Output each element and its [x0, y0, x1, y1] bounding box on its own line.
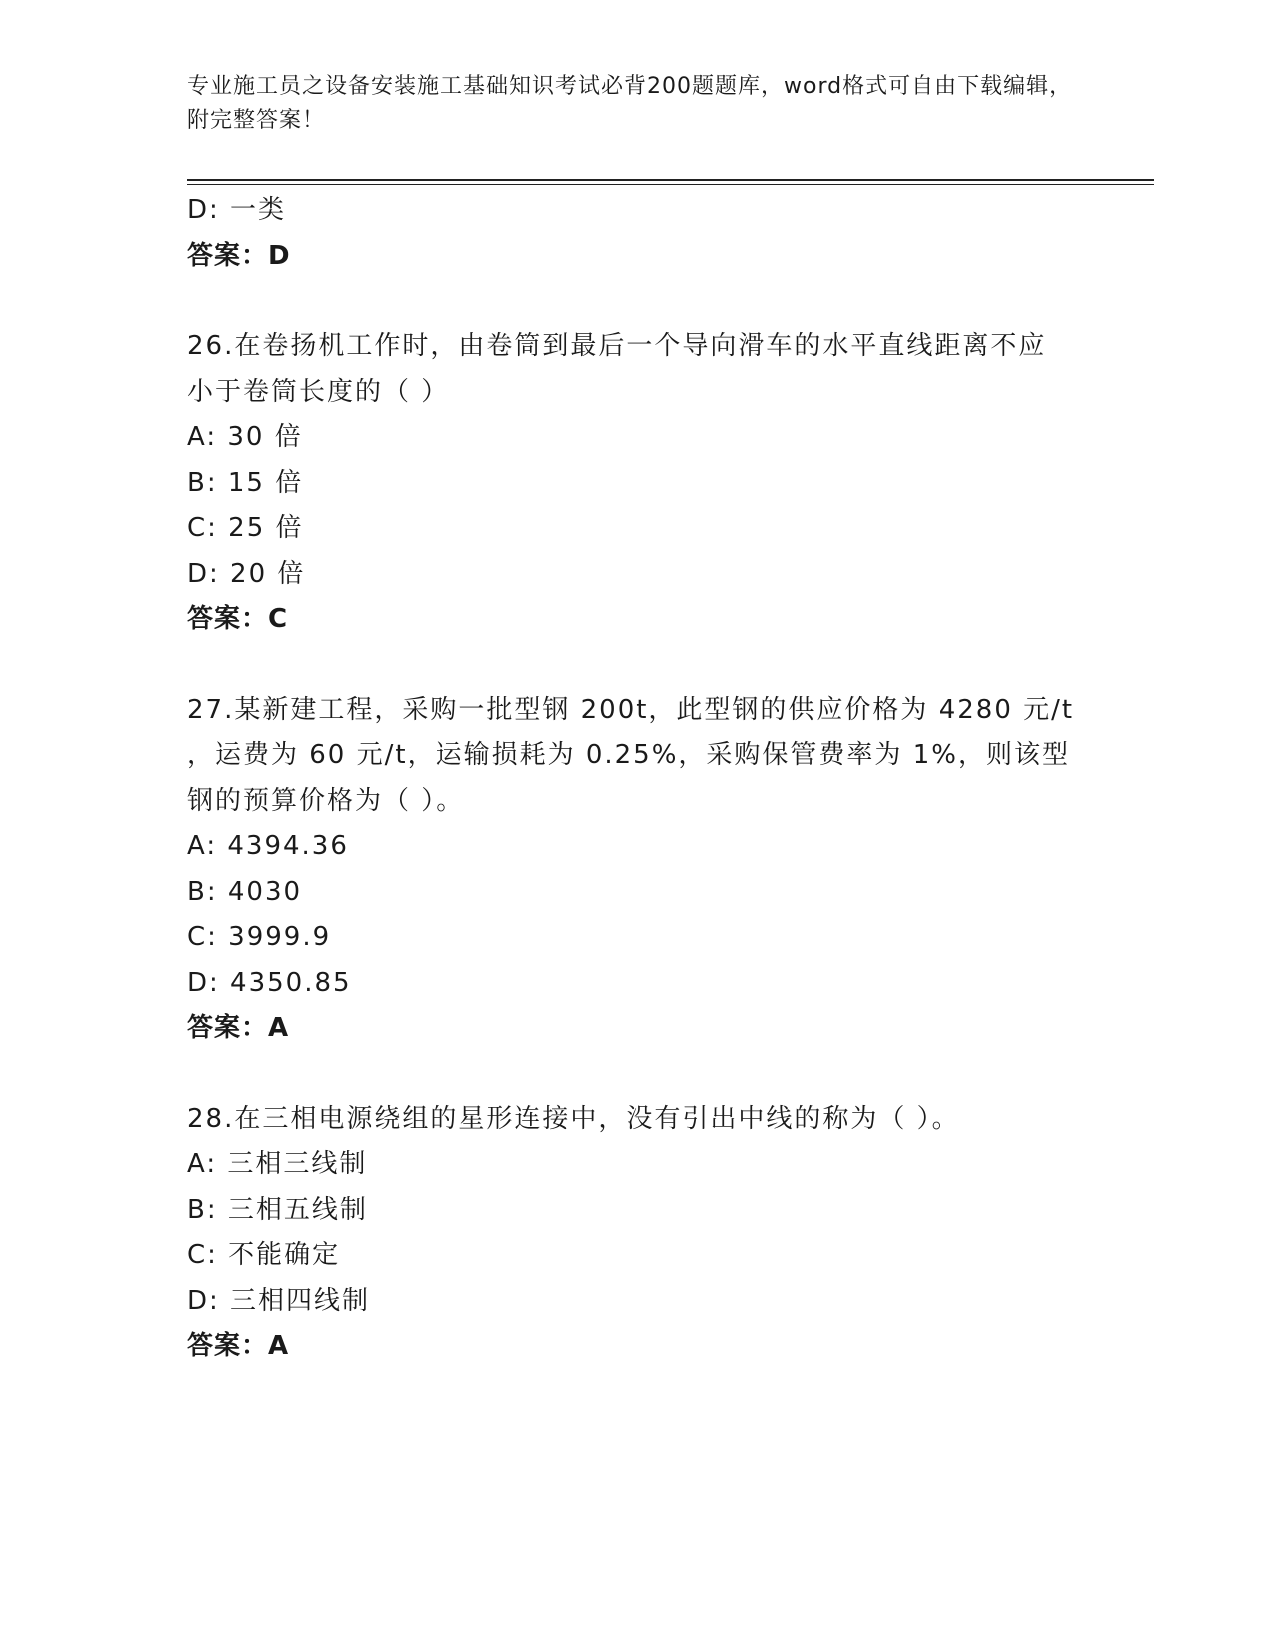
option-c: C: 25 倍 — [187, 513, 304, 543]
option-c: C: 3999.9 — [187, 922, 332, 952]
answer-line: 答案：A — [187, 1331, 290, 1361]
question-stem-line: 27.某新建工程，采购一批型钢 200t，此型钢的供应价格为 4280 元/t — [187, 694, 1075, 725]
answer-line: 答案：C — [187, 604, 289, 634]
option-b: B: 15 倍 — [187, 467, 304, 498]
header-divider-thin — [187, 184, 1154, 185]
header-divider-thick — [187, 179, 1154, 181]
option-d: D: 20 倍 — [187, 558, 306, 589]
option-a: A: 30 倍 — [187, 422, 303, 452]
carryover-answer: 答案：D — [187, 240, 291, 271]
option-d: D: 4350.85 — [187, 967, 352, 998]
question-stem-line: 钢的预算价格为（ ）。 — [187, 785, 465, 816]
question-stem-line: ，运费为 60 元/t，运输损耗为 0.25%，采购保管费率为 1%，则该型 — [187, 740, 1070, 770]
question-27 — [187, 688, 1087, 1052]
option-b: B: 4030 — [187, 876, 303, 907]
option-a: A: 三相三线制 — [187, 1149, 368, 1179]
carryover-option-d: D: 一类 — [187, 195, 287, 225]
document-body — [187, 188, 1087, 1370]
option-d: D: 三相四线制 — [187, 1285, 371, 1316]
option-b: B: 三相五线制 — [187, 1194, 368, 1225]
question-stem-line: 小于卷筒长度的（ ） — [187, 376, 450, 407]
option-c: C: 不能确定 — [187, 1240, 341, 1270]
question-stem-line: 28.在三相电源绕组的星形连接中，没有引出中线的称为（ ）。 — [187, 1103, 960, 1134]
question-28 — [187, 1097, 1087, 1370]
question-stem-line: 26.在卷扬机工作时，由卷筒到最后一个导向滑车的水平直线距离不应 — [187, 331, 1047, 361]
document-header: 专业施工员之设备安装施工基础知识考试必背200题题库，word格式可自由下载编辑，附完整答案！ — [187, 74, 1073, 133]
question-26 — [187, 324, 1087, 643]
option-a: A: 4394.36 — [187, 831, 349, 861]
answer-line: 答案：A — [187, 1013, 290, 1043]
